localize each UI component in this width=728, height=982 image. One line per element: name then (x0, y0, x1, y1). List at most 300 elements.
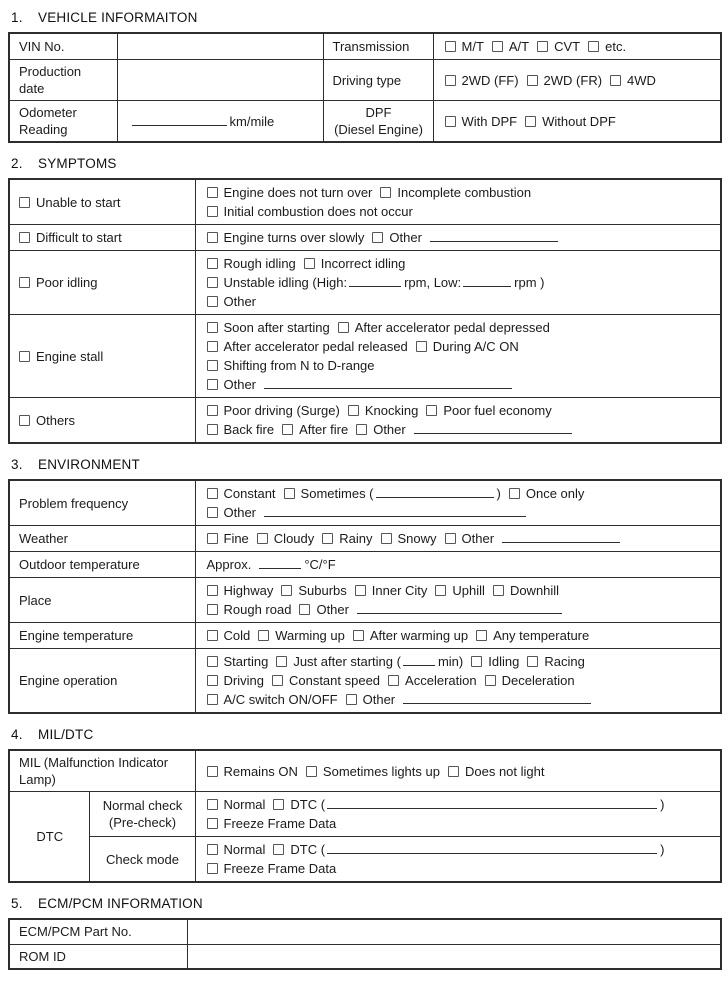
checkbox-label: Engine stall (36, 348, 104, 364)
row-value-cell (187, 944, 721, 969)
checkbox-snowy[interactable] (381, 533, 392, 544)
checkbox-does-not-light[interactable] (448, 766, 459, 777)
table-row (9, 792, 721, 837)
label-text: Place (19, 592, 52, 608)
checkbox-poor-idling[interactable] (19, 277, 30, 288)
table-row (9, 526, 721, 552)
checkbox-label: Sometimes lights up (322, 763, 440, 779)
checkbox-difficult-to-start[interactable] (19, 232, 30, 243)
checkbox-poor-fuel-economy[interactable] (426, 405, 437, 416)
checkbox-rough-road[interactable] (207, 604, 218, 615)
checkbox-label: Driving (223, 673, 264, 688)
checkbox-label: Deceleration (501, 673, 575, 688)
mil-dtc-table (8, 749, 722, 883)
section-ecm-pcm-information (8, 896, 720, 970)
checkbox-other[interactable] (445, 533, 456, 544)
checkbox-option (525, 112, 616, 131)
checkbox-label: After accelerator pedal depressed (354, 320, 550, 335)
row-label2-cell (323, 33, 433, 60)
checkbox-label: Acceleration (405, 673, 477, 688)
section-title: ENVIRONMENT (38, 457, 140, 472)
checkbox-cold[interactable] (207, 630, 218, 641)
checkbox-m-t[interactable] (445, 41, 456, 52)
form-line (207, 420, 713, 439)
fill-in-blank[interactable] (327, 843, 657, 854)
checkbox-option (207, 375, 257, 394)
form-line (132, 112, 315, 131)
checkbox-soon-after-starting[interactable] (207, 322, 218, 333)
checkbox-label: After warming up (369, 628, 469, 643)
checkbox-acceleration[interactable] (388, 675, 399, 686)
checkbox-option (322, 529, 372, 548)
checkbox-remains-on[interactable] (207, 766, 218, 777)
checkbox-constant[interactable] (207, 488, 218, 499)
checkbox-unstable-idling-high[interactable] (207, 277, 218, 288)
checkbox-after-accelerator-pedal-depressed[interactable] (338, 322, 349, 333)
checkbox-label: Other (316, 602, 349, 617)
fill-in-blank[interactable] (259, 558, 301, 569)
checkbox-driving[interactable] (207, 675, 218, 686)
checkbox-idling[interactable] (471, 656, 482, 667)
checkbox-engine-does-not-turn-over[interactable] (207, 187, 218, 198)
row-label-cell (9, 552, 195, 578)
checkbox-inner-city[interactable] (355, 585, 366, 596)
checkbox-option (207, 762, 298, 781)
form-line (207, 555, 713, 574)
label-text: VIN No. (19, 39, 65, 54)
table-row (9, 623, 721, 649)
checkbox-without-dpf[interactable] (525, 116, 536, 127)
checkbox-highway[interactable] (207, 585, 218, 596)
inline-text: rpm ) (514, 275, 545, 290)
checkbox-option (207, 337, 408, 356)
inline-text: rpm, Low: (404, 275, 462, 290)
checkbox-option (19, 195, 121, 210)
form-line (207, 600, 713, 619)
checkbox-etc[interactable] (588, 41, 599, 52)
checkbox-back-fire[interactable] (207, 424, 218, 435)
checkbox-option (207, 292, 257, 311)
checkbox-rainy[interactable] (322, 533, 333, 544)
form-line (207, 626, 713, 645)
form-line (207, 254, 713, 273)
checkbox-label: Just after starting ( (293, 654, 401, 669)
checkbox-2wd-fr[interactable] (527, 75, 538, 86)
checkbox-engine-stall[interactable] (19, 351, 30, 362)
table-row (9, 578, 721, 623)
section-heading (11, 457, 720, 472)
form-line (207, 814, 713, 833)
fill-in-blank[interactable] (502, 532, 620, 543)
checkbox-option (19, 349, 103, 364)
checkbox-label: Cloudy (273, 531, 315, 546)
form-line (207, 228, 713, 247)
checkbox-label: Other (362, 692, 396, 707)
checkbox-option (338, 318, 550, 337)
checkbox-option (207, 859, 337, 878)
section-heading (11, 727, 720, 742)
checkbox-option (207, 652, 269, 671)
checkbox-option (207, 401, 340, 420)
form-line (207, 337, 713, 356)
checkbox-label: Rainy (339, 531, 373, 546)
checkbox-label: Initial combustion does not occur (223, 204, 413, 219)
row-label2-cell (323, 60, 433, 101)
checkbox-option (509, 484, 585, 503)
checkbox-option (372, 228, 422, 247)
checkbox-engine-turns-over-slowly[interactable] (207, 232, 218, 243)
checkbox-label: CVT (554, 39, 581, 54)
checkbox-freeze-frame-data[interactable] (207, 818, 218, 829)
row-content-cell (195, 179, 721, 225)
inline-text: km/mile (229, 113, 275, 129)
checkbox-during-a-c-on[interactable] (416, 341, 427, 352)
row-label-cell (9, 526, 195, 552)
section-title: SYMPTOMS (38, 156, 117, 171)
row-label-cell (9, 578, 195, 623)
checkbox-other[interactable] (356, 424, 367, 435)
checkbox-label: Difficult to start (36, 230, 122, 245)
checkbox-option (346, 690, 396, 709)
fill-in-blank[interactable] (327, 798, 657, 809)
checkbox-other[interactable] (299, 604, 310, 615)
checkbox-option (355, 581, 428, 600)
checkbox-incomplete-combustion[interactable] (380, 187, 391, 198)
label-text: Problem frequency (19, 495, 129, 511)
dtc-group-cell (9, 792, 89, 883)
inline-text: ) (496, 486, 501, 501)
row-content-cell (195, 526, 721, 552)
checkbox-option (19, 413, 75, 428)
row-content-cell (195, 398, 721, 444)
checkbox-label: Remains ON (223, 763, 298, 779)
checkbox-dtc[interactable] (273, 799, 284, 810)
table-row (9, 750, 721, 792)
section-number: 1. (11, 10, 23, 25)
checkbox-other[interactable] (207, 296, 218, 307)
checkbox-option (445, 37, 484, 56)
section-environment (8, 457, 720, 714)
checkbox-label: Uphill (452, 583, 485, 598)
checkbox-any-temperature[interactable] (476, 630, 487, 641)
checkbox-rough-idling[interactable] (207, 258, 218, 269)
checkbox-label: Other (223, 377, 257, 392)
row-content-cell (195, 578, 721, 623)
checkbox-unable-to-start[interactable] (19, 197, 30, 208)
row-label-cell (9, 649, 195, 714)
fill-in-blank[interactable] (403, 693, 591, 704)
table-row (9, 315, 721, 398)
label-text: (Diesel Engine) (334, 122, 423, 137)
checkbox-other[interactable] (372, 232, 383, 243)
checkbox-label: Shifting from N to D-range (223, 358, 375, 373)
form-line (445, 71, 713, 90)
label-text: Odometer (19, 105, 77, 120)
checkbox-poor-driving-surge[interactable] (207, 405, 218, 416)
section-number: 2. (11, 156, 23, 171)
row-label-cell (9, 60, 117, 101)
checkbox-2wd-ff[interactable] (445, 75, 456, 86)
checkbox-option (284, 484, 374, 503)
form-line (207, 581, 713, 600)
checkbox-label: Engine does not turn over (223, 185, 373, 200)
checkbox-option (485, 671, 575, 690)
checkbox-constant-speed[interactable] (272, 675, 283, 686)
checkbox-option (19, 230, 122, 245)
checkbox-label: Fine (223, 531, 249, 546)
environment-table (8, 479, 722, 714)
fill-in-blank[interactable] (357, 603, 562, 614)
checkbox-label: Rough road (223, 602, 292, 617)
checkbox-label: Freeze Frame Data (223, 816, 337, 831)
label-text: Driving type (332, 72, 402, 88)
fill-in-blank[interactable] (414, 423, 572, 434)
table-row (9, 480, 721, 526)
checkbox-option (273, 840, 325, 859)
checkbox-option (207, 690, 338, 709)
checkbox-label: Poor driving (Surge) (223, 403, 340, 418)
ecm-pcm-information-table (8, 918, 722, 970)
checkbox-option (381, 529, 437, 548)
checkbox-label: Without DPF (542, 113, 616, 129)
label-text: Transmission (332, 39, 410, 54)
section-heading (11, 896, 720, 911)
checkbox-starting[interactable] (207, 656, 218, 667)
checkbox-option (258, 626, 345, 645)
fill-in-blank[interactable] (430, 231, 558, 242)
row-value-cell (117, 101, 323, 143)
row-content-cell (195, 251, 721, 315)
fill-in-blank[interactable] (264, 506, 526, 517)
checkbox-knocking[interactable] (348, 405, 359, 416)
checkbox-other[interactable] (207, 507, 218, 518)
fill-in-blank[interactable] (349, 276, 401, 287)
row-content-cell (433, 60, 721, 101)
checkbox-label: Once only (525, 486, 585, 501)
table-row (9, 179, 721, 225)
checkbox-option (445, 71, 519, 90)
checkbox-dtc[interactable] (273, 844, 284, 855)
table-row (9, 101, 721, 143)
checkbox-label: Rough idling (223, 256, 296, 271)
checkbox-option (281, 581, 346, 600)
checkbox-label: Unstable idling (High: (223, 275, 348, 290)
row-content-cell (433, 33, 721, 60)
checkbox-after-fire[interactable] (282, 424, 293, 435)
sub-label-cell (89, 792, 195, 837)
checkbox-option (537, 37, 580, 56)
checkbox-option (272, 671, 380, 690)
row-content-cell (195, 623, 721, 649)
form-line (207, 671, 713, 690)
checkbox-initial-combustion-does-not-occur[interactable] (207, 206, 218, 217)
checkbox-label: Freeze Frame Data (223, 861, 337, 876)
form-line (207, 840, 713, 859)
checkbox-option (306, 762, 440, 781)
checkbox-incorrect-idling[interactable] (304, 258, 315, 269)
checkbox-option (273, 795, 325, 814)
checkbox-option (207, 671, 264, 690)
checkbox-once-only[interactable] (509, 488, 520, 499)
checkbox-other[interactable] (207, 379, 218, 390)
form-line (207, 529, 713, 548)
checkbox-option (416, 337, 519, 356)
checkbox-option (299, 600, 349, 619)
checkbox-cvt[interactable] (537, 41, 548, 52)
checkbox-normal[interactable] (207, 844, 218, 855)
form-line (207, 375, 713, 394)
checkbox-label: Any temperature (493, 628, 590, 643)
table-row (9, 251, 721, 315)
checkbox-label: A/C switch ON/OFF (223, 692, 338, 707)
row-label-cell (9, 944, 187, 969)
row-value-cell (117, 33, 323, 60)
checkbox-option (588, 37, 626, 56)
label-text: ECM/PCM Part No. (19, 924, 132, 940)
checkbox-option (207, 484, 276, 503)
row-content-cell (195, 837, 721, 883)
row-label-cell (9, 919, 187, 944)
checkbox-deceleration[interactable] (485, 675, 496, 686)
checkbox-fine[interactable] (207, 533, 218, 544)
table-row (9, 919, 721, 944)
checkbox-shifting-from-n-to-d-range[interactable] (207, 360, 218, 371)
checkbox-label: Constant (223, 486, 276, 501)
checkbox-label: DTC ( (290, 842, 326, 857)
row-content-cell (195, 315, 721, 398)
row-label-cell (9, 225, 195, 251)
fill-in-blank[interactable] (463, 276, 511, 287)
checkbox-label: DTC ( (290, 797, 326, 812)
checkbox-option (207, 420, 275, 439)
inline-text: ) (660, 797, 665, 812)
checkbox-sometimes[interactable] (284, 488, 295, 499)
row-value-cell (187, 919, 721, 944)
checkbox-other[interactable] (346, 694, 357, 705)
form-line (207, 318, 713, 337)
section-title: VEHICLE INFORMAITON (38, 10, 198, 25)
fill-in-blank[interactable] (264, 378, 512, 389)
checkbox-label: With DPF (461, 113, 518, 129)
checkbox-4wd[interactable] (610, 75, 621, 86)
label-text: (Pre-check) (108, 815, 177, 830)
checkbox-option (435, 581, 485, 600)
checkbox-option (207, 814, 337, 833)
label-text: ROM ID (19, 948, 66, 964)
checkbox-freeze-frame-data[interactable] (207, 863, 218, 874)
sub-label-cell (89, 837, 195, 883)
checkbox-option (276, 652, 401, 671)
table-row (9, 837, 721, 883)
label-text: MIL (Malfunction Indicator (19, 755, 169, 770)
checkbox-option (207, 600, 292, 619)
checkbox-after-accelerator-pedal-released[interactable] (207, 341, 218, 352)
checkbox-uphill[interactable] (435, 585, 446, 596)
checkbox-others[interactable] (19, 415, 30, 426)
checkbox-racing[interactable] (527, 656, 538, 667)
checkbox-label: Highway (223, 583, 274, 598)
row-content-cell (195, 792, 721, 837)
checkbox-normal[interactable] (207, 799, 218, 810)
section-number: 5. (11, 896, 23, 911)
table-row (9, 552, 721, 578)
checkbox-option (445, 529, 495, 548)
checkbox-option (207, 529, 249, 548)
checkbox-option (493, 581, 559, 600)
label-text: Reading (19, 122, 68, 137)
form-line (207, 484, 713, 503)
checkbox-option (492, 37, 529, 56)
checkbox-label: Incomplete combustion (397, 185, 532, 200)
label-text: Production date (19, 64, 82, 96)
checkbox-a-c-switch-on-off[interactable] (207, 694, 218, 705)
checkbox-option (207, 840, 266, 859)
row-label2-cell (323, 101, 433, 143)
form-line (207, 762, 713, 781)
inline-text: ) (660, 842, 665, 857)
label-text: Outdoor temperature (19, 557, 140, 572)
checkbox-label: Other (223, 294, 257, 309)
form-line (207, 503, 713, 522)
checkbox-label: Knocking (364, 403, 419, 418)
checkbox-with-dpf[interactable] (445, 116, 456, 127)
section-title: ECM/PCM INFORMATION (38, 896, 203, 911)
checkbox-label: After accelerator pedal released (223, 339, 408, 354)
label-text: DPF (365, 105, 392, 120)
checkbox-option (356, 420, 406, 439)
section-symptoms (8, 156, 720, 444)
inline-text: min) (437, 654, 464, 669)
checkbox-label: After fire (299, 422, 349, 437)
row-content-cell (195, 225, 721, 251)
checkbox-suburbs[interactable] (281, 585, 292, 596)
checkbox-just-after-starting[interactable] (276, 656, 287, 667)
checkbox-option (207, 273, 348, 292)
checkbox-a-t[interactable] (492, 41, 503, 52)
checkbox-downhill[interactable] (493, 585, 504, 596)
checkbox-sometimes-lights-up[interactable] (306, 766, 317, 777)
form-line (207, 356, 713, 375)
row-value-cell (117, 60, 323, 101)
checkbox-option (426, 401, 551, 420)
label-text: Engine temperature (19, 628, 134, 643)
symptoms-table (8, 178, 722, 444)
checkbox-warming-up[interactable] (258, 630, 269, 641)
label-text: Normal check (102, 798, 183, 813)
label-text: Weather (19, 531, 68, 546)
fill-in-blank[interactable] (376, 487, 494, 498)
row-label-cell (9, 623, 195, 649)
checkbox-option (207, 356, 375, 375)
row-label-cell (9, 251, 195, 315)
fill-in-blank[interactable] (403, 655, 435, 666)
section-vehicle-information (8, 10, 720, 143)
section-heading (11, 156, 720, 171)
checkbox-option (448, 762, 545, 781)
checkbox-option (388, 671, 477, 690)
checkbox-cloudy[interactable] (257, 533, 268, 544)
checkbox-option (527, 71, 603, 90)
checkbox-after-warming-up[interactable] (353, 630, 364, 641)
row-content-cell (195, 552, 721, 578)
checkbox-label: Warming up (275, 628, 345, 643)
checkbox-option (282, 420, 348, 439)
checkbox-label: Snowy (397, 531, 437, 546)
fill-in-blank[interactable] (132, 115, 227, 126)
checkbox-label: Normal (223, 797, 266, 812)
checkbox-label: Poor fuel economy (443, 403, 552, 418)
checkbox-label: 2WD (FF) (461, 72, 519, 88)
